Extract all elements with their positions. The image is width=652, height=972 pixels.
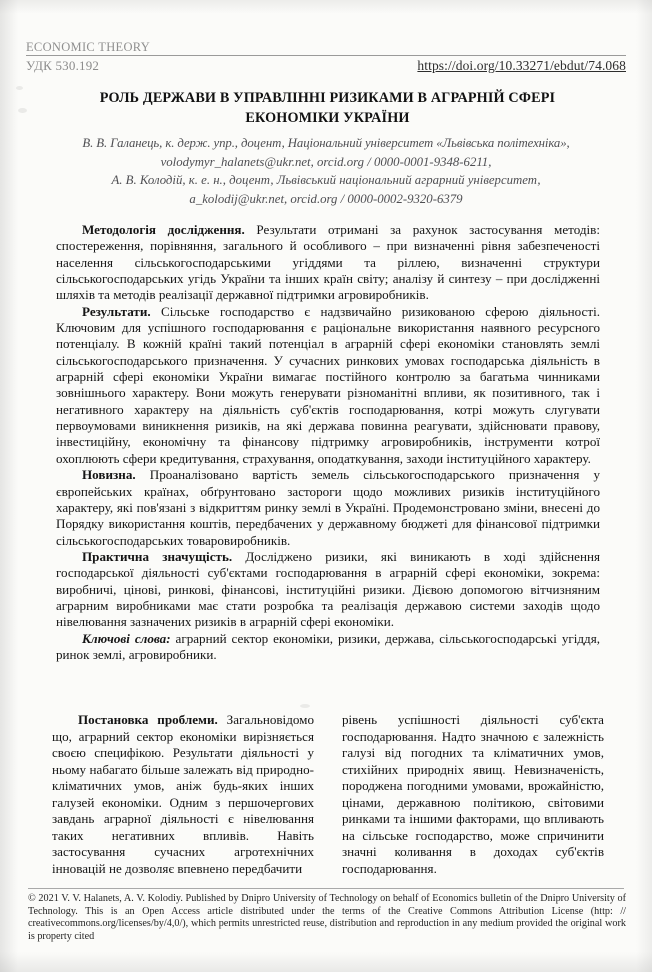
abstract-practical <box>56 549 600 631</box>
abstract-results-label: Результати. <box>82 303 151 319</box>
running-head <box>26 40 626 56</box>
abstract-methodology <box>56 222 600 304</box>
footer-divider <box>28 888 624 889</box>
scan-speckle <box>300 704 310 708</box>
header-divider <box>26 55 626 56</box>
udk-code: УДК 530.192 <box>26 58 100 73</box>
copyright-text: © 2021 V. V. Halanets, A. V. Kolodiy. Published by Dnipro University of Technology on behalf of Economics bulletin of the Dnipro University of Technology. This is an Open Access article distributed under the terms of the Creative Commons Attribution License (http: // creativecommons.org/licenses/by/4,0/), which permits unrestricted reuse, distribution and reproduction in any medium provided the original work is property cited <box>28 893 626 942</box>
body-column-right <box>342 712 604 877</box>
abstract-results-text: Сільське господарство є надзвичайно ризикованою сферою діяльності. Ключовим для успішного господарювання є раціональне використання наявного ресурсного потенціалу. В кожній країні такий потенціал в аграрній сфері економіки становлять землі сільськогосподарського призначення. У сучасних ринкових умовах господарська діяльність в аграрній сфері економіки України вимагає постійного контролю за багатьма чинниками зовнішнього характеру. Вони можуть генерувати різноманітні впливи, як позитивного, так і негативного характеру на діяльність суб'єктів господарювання, котрі можуть слугувати первоумовами виникнення ризиків, на які держава повинна реагувати, здійснювати правову, інвестиційну, економічну та фінансову підтримку агровиробників, інструменти котрої охоплюють сфери кредитування, страхування, оподаткування, заходи інституційного характеру. <box>56 303 600 466</box>
body-section-label: Постановка проблеми. <box>78 712 218 727</box>
abstract-novelty-label: Новизна. <box>82 467 136 483</box>
abstract-results <box>56 304 600 467</box>
author-2-affiliation: А. В. Колодій, к. е. н., доцент, Львівський національний аграрний університет, <box>111 173 541 187</box>
journal-section-title: ECONOMIC THEORY <box>26 40 151 54</box>
body-left-paragraph <box>52 712 314 877</box>
abstract-novelty <box>56 467 600 549</box>
title-line-1: РОЛЬ ДЕРЖАВИ В УПРАВЛІННІ РИЗИКАМИ В АГРАРНІЙ СФЕРІ <box>99 90 556 106</box>
abstract-keywords <box>56 631 600 664</box>
copyright-footer <box>28 893 626 943</box>
body-column-left <box>52 712 314 877</box>
scan-speckle <box>18 108 27 113</box>
body-right-paragraph: рівень успішності діяльності суб'єкта господарювання. Надто значною є залежність галузі від погодних та кліматичних умов, стихійних природніх явищ. Невизначеність, породжена погодними умовами, врожайністю, цінами, державною політикою, світовими ринками та іншими факторами, що впливають на сільське господарство, може спричинити значні коливання в доходах суб'єктів господарювання. <box>342 712 604 876</box>
title-line-2: ЕКОНОМІКИ УКРАЇНИ <box>245 110 410 126</box>
author-2-contact: a_kolodij@ukr.net, orcid.org / 0000-0002-9320-6379 <box>189 191 463 206</box>
abstract-keywords-label: Ключові слова: <box>82 630 171 646</box>
author-1-contact: volodymyr_halanets@ukr.net, orcid.org / 0000-0001-9348-6211, <box>160 154 492 169</box>
abstract-practical-label: Практична значущість. <box>82 548 233 564</box>
abstract-novelty-text: Проаналізовано вартість земель сільськогосподарського призначення у європейських країнах, обґрунтовано застороги щодо можливих ризиків інституційного характеру, які пов'язані з відкриттям ринку землі в Україні. Продемонстровано зміни, внесені до Порядку використання коштів, передбачених у державному бюджеті для фінансової підтримки сільськогосподарських товаровиробників. <box>56 467 600 548</box>
abstract <box>56 222 600 663</box>
scan-speckle <box>16 86 23 90</box>
author-1-affiliation: В. В. Галанець, к. держ. упр., доцент, Національний університет «Львівська політехніка», <box>82 136 570 150</box>
abstract-methodology-text: Результати отримані за рахунок застосування методів: спостереження, порівняння, загального й особливого – при визначенні рівня забезпеченості населення сільськогосподарськими угіддями та ріллею, визначенні структури сільськогосподарських угідь України та інших країн світу; аналізу й синтезу – при дослідженні шляхів та методів реалізації державної підтримки агровиробників. <box>56 222 600 303</box>
abstract-practical-text: Досліджено ризики, які виникають в ході здійснення господарської діяльності суб'єктами господарювання в аграрній сфері економіки, зокрема: виробничі, цінові, ринкові, фінансові, інституційні ризики. Дієвою допомогою вітчизняним аграрним виробниками має стати розробка та реалізація державою системи заходів щодо нівелювання зазначених ризиків в аграрній сфері економіки. <box>56 548 600 630</box>
article-body <box>52 712 604 877</box>
udk-doi-row <box>26 58 626 74</box>
page-title <box>60 88 595 128</box>
abstract-methodology-label: Методологія дослідження. <box>82 222 245 237</box>
author-block <box>42 134 610 208</box>
body-left-text: Загальновідомо що, аграрний сектор економіки вирізняється своєю специфікою. Результати діяльності у ньому набагато більше залежать від природно-кліматичних умов, аніж будь-яких інших галузей економіки. Одним з першочергових завдань аграрної діяльності є нівелювання таких негативних впливів. Навіть застосування сучасних агротехнічних інновацій не дозволяє впевнено передбачити <box>52 712 314 876</box>
doi-link[interactable]: https://doi.org/10.33271/ebdut/74.068 <box>417 58 626 73</box>
abstract-keywords-text: аграрний сектор економіки, ризики, держава, сільськогосподарські угіддя, ринок землі, агровиробники. <box>56 630 600 662</box>
